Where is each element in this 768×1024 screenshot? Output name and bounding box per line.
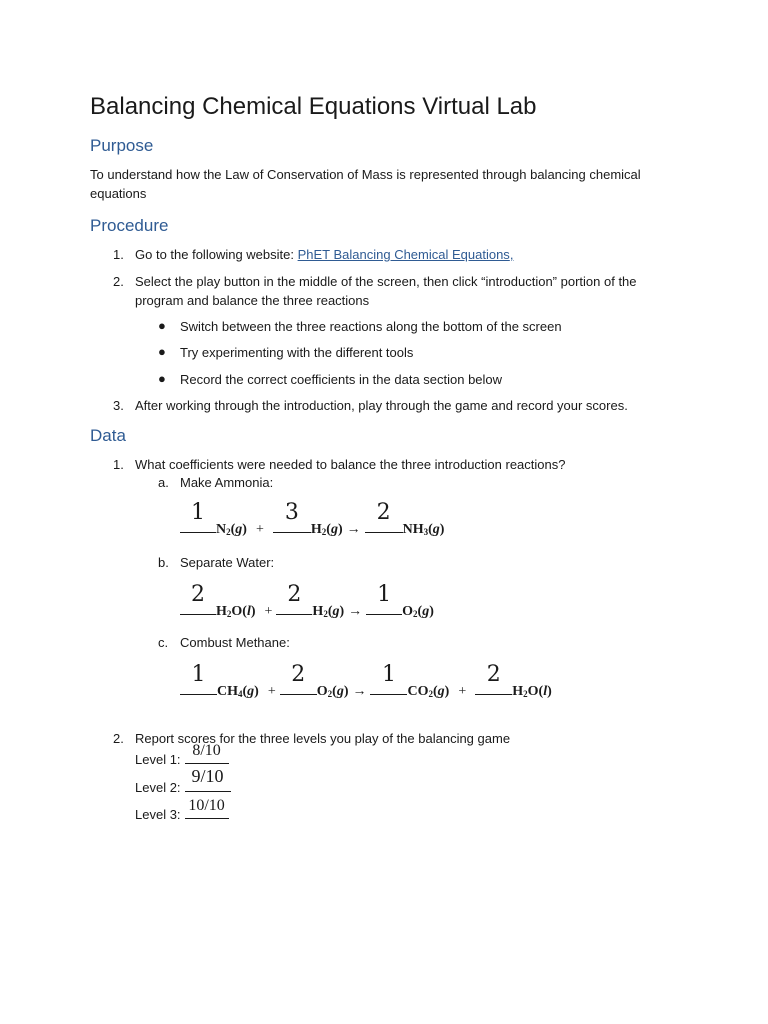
purpose-text: To understand how the Law of Conservation of Mass is represented through balancing chemical equations (90, 167, 641, 201)
coefficient-value: 1 (191, 500, 205, 525)
procedure-bullet: Try experimenting with the different tools (180, 345, 414, 360)
list-letter: a. (158, 475, 169, 490)
phet-link[interactable]: PhET Balancing Chemical Equations (297, 247, 510, 262)
score-value: 9/10 (191, 766, 224, 786)
coefficient-blank (280, 662, 317, 695)
procedure-step-1 (135, 245, 513, 264)
page-title: Balancing Chemical Equations Virtual Lab (90, 93, 537, 120)
methane-label: Combust Methane: (180, 635, 290, 650)
coefficient-blank (180, 662, 217, 695)
coefficient-value: 2 (191, 582, 205, 607)
list-number: 1. (113, 457, 124, 472)
coefficient-blank (180, 582, 216, 615)
coefficient-value: 2 (376, 500, 391, 525)
score-value: 8/10 (192, 742, 221, 759)
list-letter: c. (158, 635, 169, 650)
coefficient-blank (276, 582, 312, 615)
procedure-step-2: Select the play button in the middle of the screen, then click “introduction” portion of the program and balance the three reactions (135, 274, 637, 308)
data-heading: Data (90, 426, 126, 445)
coefficient-value: 1 (377, 582, 392, 607)
score-blank (185, 797, 229, 819)
ammonia-label: Make Ammonia: (180, 475, 274, 490)
water-equation: 2 $H_2O(l)$ + 2 $H_2(g)$ → 1 $O_2(g)$ (180, 594, 434, 620)
bullet-dot: ● (158, 371, 166, 386)
level-label: Level 2: (135, 780, 181, 795)
data-question-1: What coefficients were needed to balance the three introduction reactions? (135, 457, 566, 472)
coefficient-blank (366, 582, 402, 615)
level-2-row (135, 766, 231, 797)
coefficient-value: 1 (191, 662, 206, 687)
coefficient-blank (365, 500, 403, 533)
level-label: Level 1: (135, 752, 181, 767)
score-blank (185, 742, 229, 764)
step1-suffix: , (509, 247, 514, 262)
list-letter: b. (158, 555, 169, 570)
procedure-bullet: Record the correct coefficients in the data section below (180, 372, 503, 387)
purpose-heading: Purpose (90, 136, 154, 155)
list-number: 2. (113, 731, 124, 746)
coefficient-blank (273, 500, 311, 533)
level-label: Level 3: (135, 807, 181, 822)
bullet-dot: ● (158, 344, 166, 359)
coefficient-value: 2 (287, 582, 302, 607)
coefficient-blank (475, 662, 512, 695)
level-3-row (135, 797, 229, 824)
data-question-2: Report scores for the three levels you play of the balancing game (135, 731, 511, 746)
coefficient-blank (180, 500, 216, 533)
water-label: Separate Water: (180, 555, 275, 570)
coefficient-value: 2 (291, 662, 306, 687)
score-value: 10/10 (188, 797, 225, 814)
coefficient-value: 1 (381, 662, 396, 687)
score-blank (185, 766, 231, 792)
procedure-bullet: Switch between the three reactions along the bottom of the screen (180, 319, 562, 334)
coefficient-blank (370, 662, 407, 695)
ammonia-equation: 1 $N_2(g)$ + 3 $H_2(g)$ → 2 $NH_3(g)$ (180, 512, 444, 538)
procedure-heading: Procedure (90, 216, 169, 235)
list-number: 2. (113, 274, 124, 289)
list-number: 3. (113, 398, 124, 413)
coefficient-value: 3 (284, 500, 299, 525)
step1-prefix: Go to the following website: (135, 247, 298, 262)
coefficient-value: 2 (486, 662, 501, 687)
list-number: 1. (113, 247, 124, 262)
methane-equation: 1 $CH_4(g)$ + 2 $O_2(g)$ → 1 $CO_2(g)$ + 2 $H_2O(l)$ (180, 674, 552, 700)
procedure-step-3: After working through the introduction, play through the game and record your scores. (135, 398, 628, 413)
bullet-dot: ● (158, 318, 166, 333)
